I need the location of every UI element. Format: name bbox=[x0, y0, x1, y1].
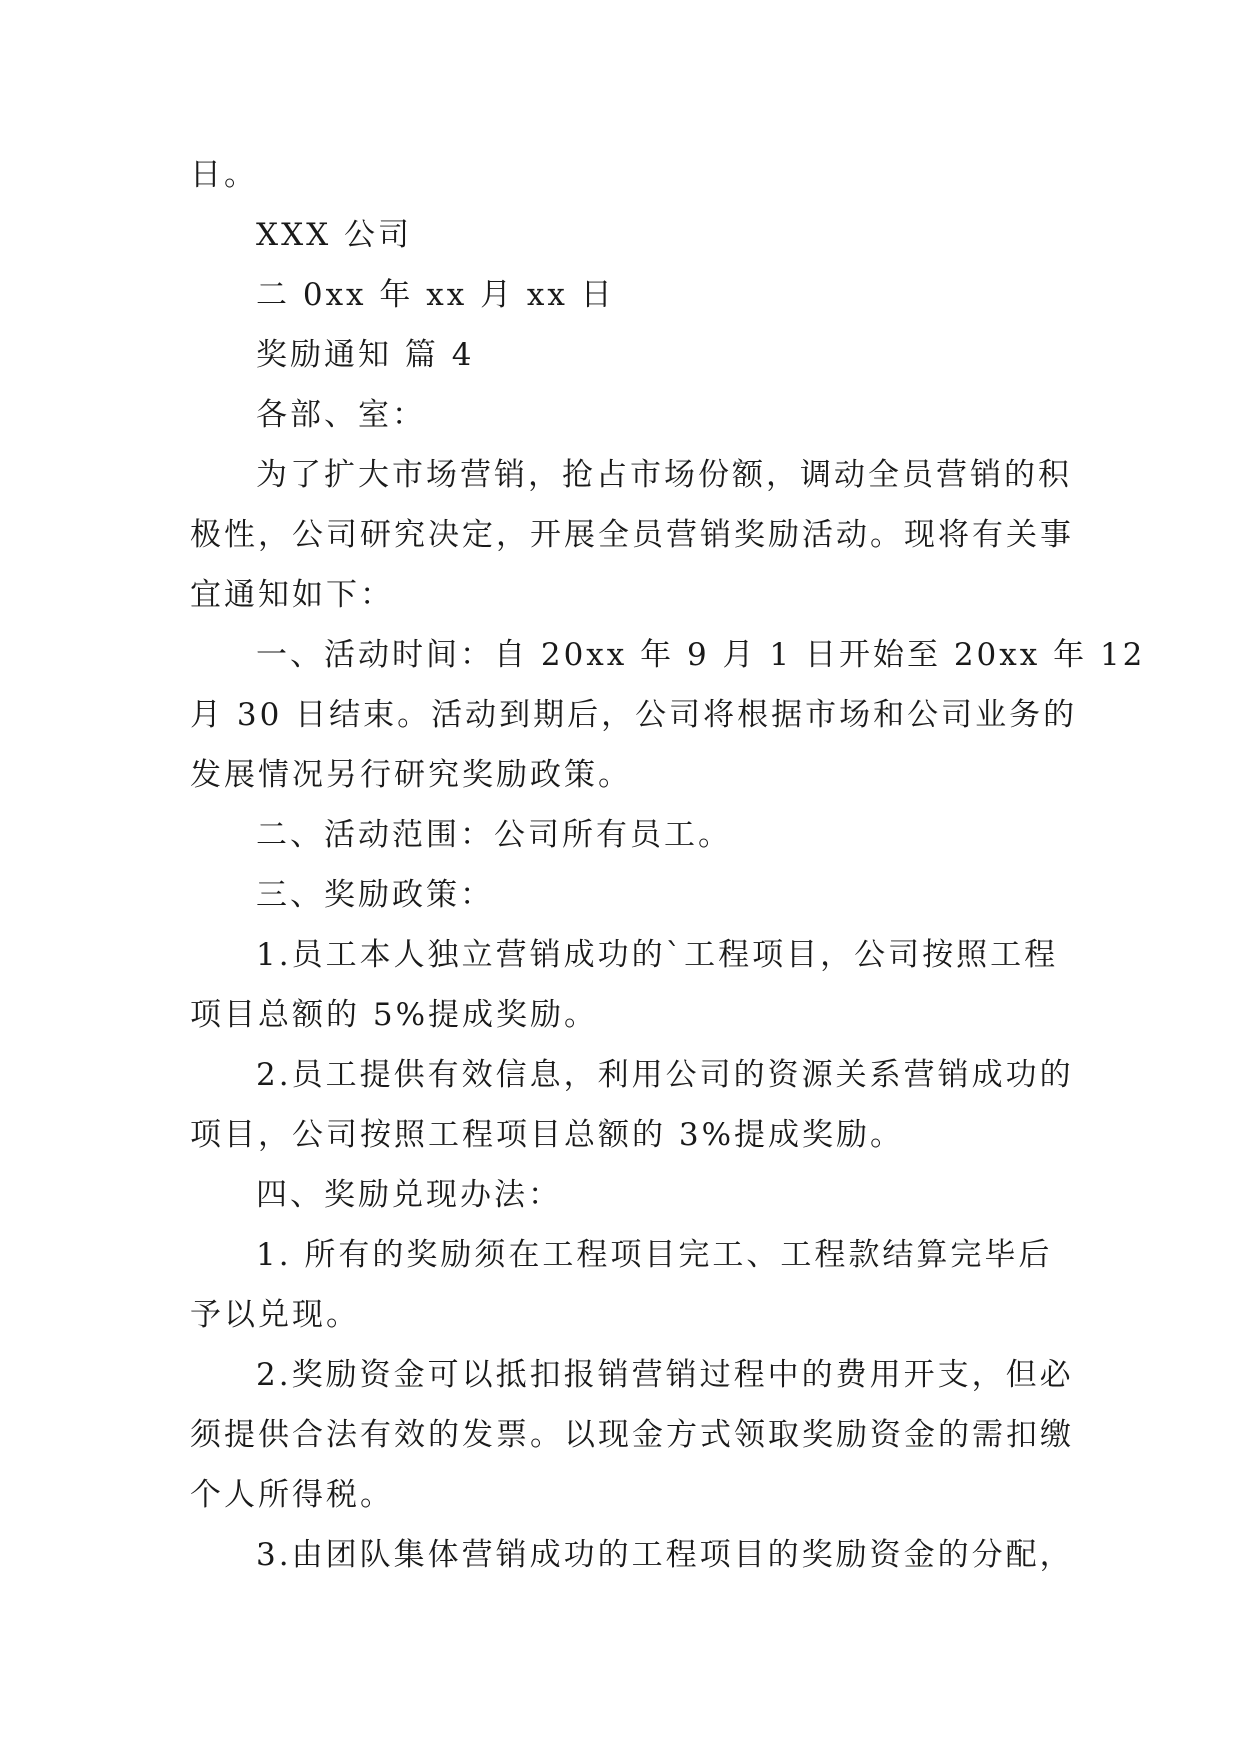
company-name: XXX 公司 bbox=[256, 217, 413, 253]
paragraph-line: 项目，公司按照工程项目总额的 3%提成奖励。 bbox=[190, 1117, 905, 1153]
list-item: 1.员工本人独立营销成功的`工程项目，公司按照工程 bbox=[256, 937, 1059, 973]
list-item: 2.奖励资金可以抵扣报销营销过程中的费用开支，但必 bbox=[256, 1357, 1074, 1393]
section-heading: 三、奖励政策： bbox=[256, 877, 494, 913]
paragraph-line: 极性，公司研究决定，开展全员营销奖励活动。现将有关事 bbox=[190, 517, 1074, 553]
list-item: 2.员工提供有效信息，利用公司的资源关系营销成功的 bbox=[256, 1057, 1074, 1093]
paragraph-line: 月 30 日结束。活动到期后，公司将根据市场和公司业务的 bbox=[190, 697, 1078, 733]
date-line: 二 0xx 年 xx 月 xx 日 bbox=[256, 277, 615, 313]
paragraph-line: 为了扩大市场营销，抢占市场份额，调动全员营销的积 bbox=[256, 457, 1072, 493]
document-page bbox=[190, 156, 1146, 1596]
salutation: 各部、室： bbox=[256, 397, 426, 433]
paragraph-line: 宜通知如下： bbox=[190, 577, 394, 613]
paragraph-line: 发展情况另行研究奖励政策。 bbox=[190, 757, 632, 793]
paragraph-line: 个人所得税。 bbox=[190, 1477, 394, 1513]
paragraph-line: 项目总额的 5%提成奖励。 bbox=[190, 997, 599, 1033]
paragraph-line: 须提供合法有效的发票。以现金方式领取奖励资金的需扣缴 bbox=[190, 1417, 1074, 1453]
list-item: 1. 所有的奖励须在工程项目完工、工程款结算完毕后 bbox=[256, 1237, 1053, 1273]
section-heading: 二、活动范围：公司所有员工。 bbox=[256, 817, 732, 853]
list-item: 3.由团队集体营销成功的工程项目的奖励资金的分配， bbox=[256, 1537, 1074, 1573]
section-heading: 四、奖励兑现办法： bbox=[256, 1177, 562, 1213]
notice-title: 奖励通知 篇 4 bbox=[256, 337, 475, 373]
section-heading: 一、活动时间：自 20xx 年 9 月 1 日开始至 20xx 年 12 bbox=[256, 637, 1146, 673]
text-line: 日。 bbox=[190, 157, 258, 193]
paragraph-line: 予以兑现。 bbox=[190, 1297, 360, 1333]
